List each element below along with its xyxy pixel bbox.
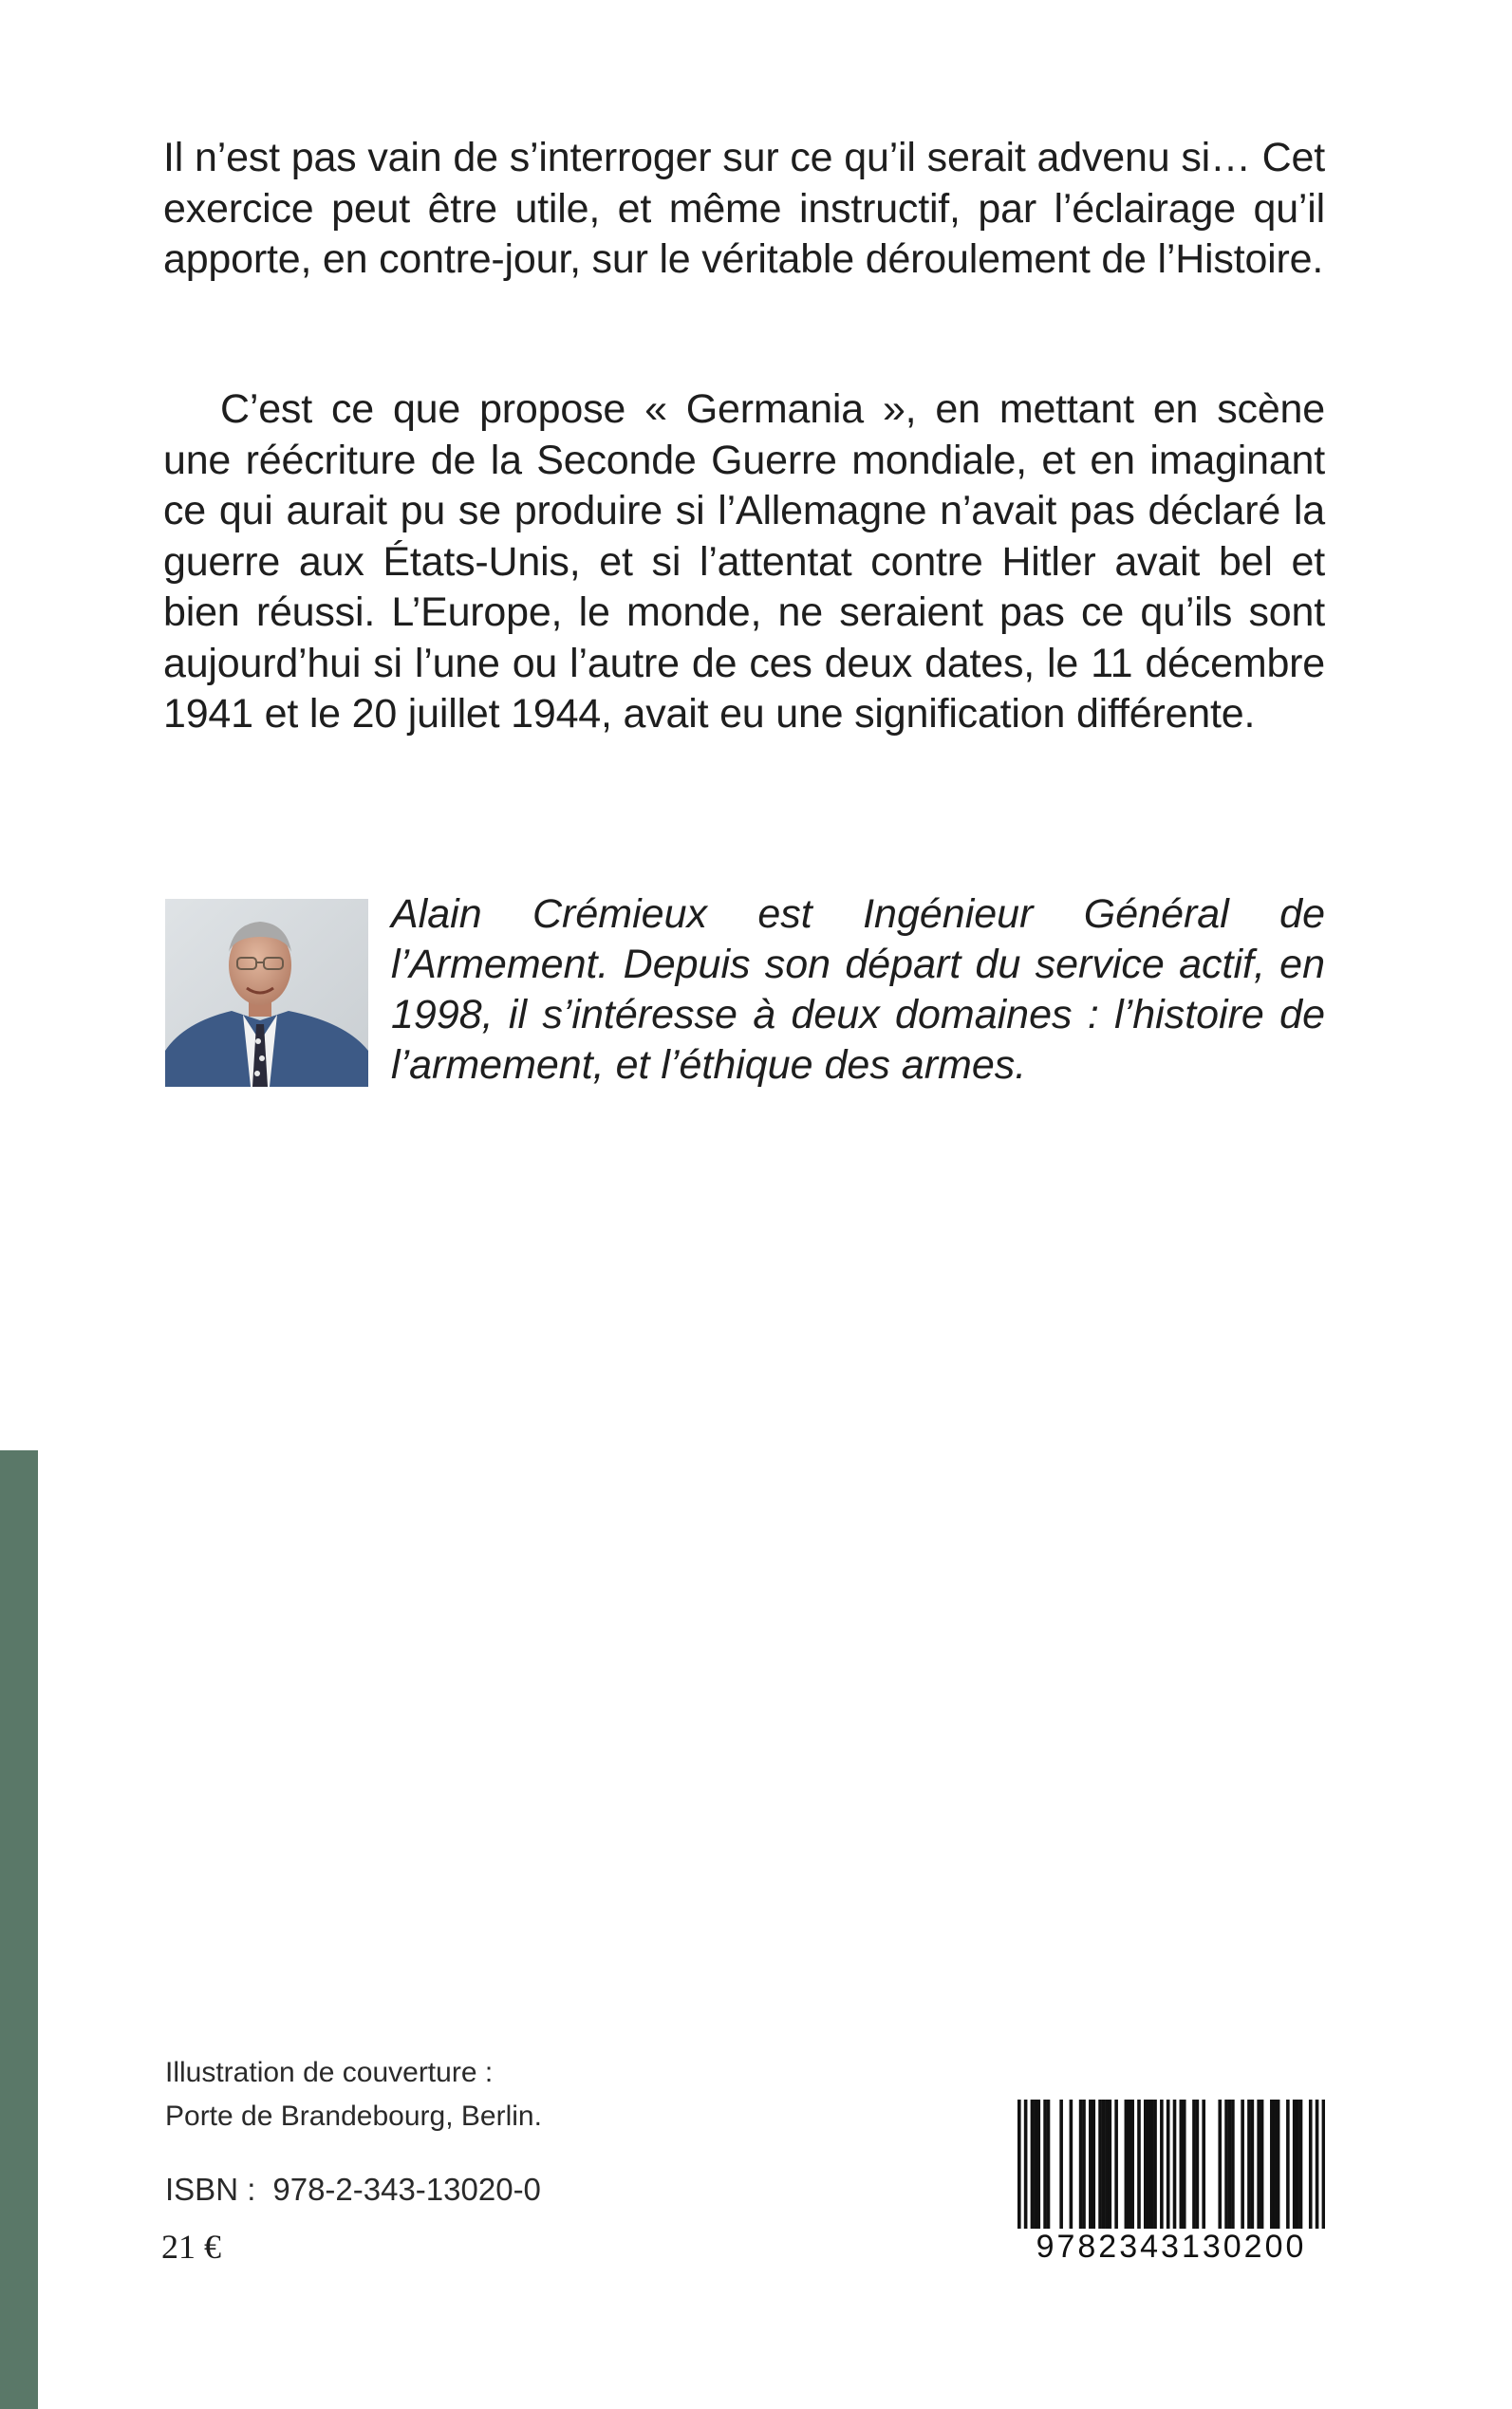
- author-bio-text: est Ingénieur Général de l’Armement. Depuis son départ du service actif, en 1998, il s’intéresse à deux domaines : l’histoire de l’armement, et l’éthique des armes.: [391, 891, 1325, 1088]
- cover-side-band: [0, 1450, 38, 2409]
- barcode-bar: [1277, 2100, 1280, 2229]
- price: 21 €: [161, 2228, 221, 2266]
- barcode-bar: [1180, 2100, 1184, 2229]
- barcode-bar: [1322, 2100, 1325, 2229]
- author-portrait-illustration: [165, 899, 368, 1087]
- barcode-bar: [1070, 2100, 1073, 2229]
- barcode-bar: [1082, 2100, 1086, 2229]
- barcode-bar: [1160, 2100, 1164, 2229]
- cover-illustration-credit: [165, 2051, 542, 2138]
- barcode-bar: [1137, 2100, 1141, 2229]
- barcode: [1017, 2100, 1325, 2276]
- blurb-paragraph-2: C’est ce que propose « Germania », en mettant en scène une réécriture de la Seconde Guerre mondiale, et en imaginant ce qui aurait pu se produire si l’Allemagne n’avait pas déclaré la guerre aux États-Unis, et si l’attentat contre Hitler avait bel et bien réussi. L’Europe, le monde, ne seraient pas ce qu’ils sont aujourd’hui si l’une ou l’autre de ces deux dates, le 11 décembre 1941 et le 20 juillet 1944, avait eu une signification différente.: [163, 386, 1325, 737]
- barcode-digits: 9782343130200: [1036, 2229, 1307, 2265]
- barcode-bar: [1224, 2100, 1228, 2229]
- barcode-bar: [1273, 2100, 1277, 2229]
- barcode-bar: [1031, 2100, 1035, 2229]
- barcode-bar: [1034, 2100, 1037, 2229]
- barcode-bar: [1102, 2100, 1106, 2229]
- barcode-bar: [1228, 2100, 1232, 2229]
- barcode-bar: [1309, 2100, 1313, 2229]
- credit-line-2: Porte de Brandebourg, Berlin.: [165, 2101, 542, 2132]
- barcode-bar: [1167, 2100, 1170, 2229]
- barcode-bar: [1079, 2100, 1083, 2229]
- barcode-bar: [1043, 2100, 1047, 2229]
- barcode-bar: [1144, 2100, 1148, 2229]
- credit-line-1: Illustration de couverture :: [165, 2057, 494, 2088]
- isbn-value: 978-2-343-13020-0: [272, 2172, 541, 2207]
- barcode-bar: [1150, 2100, 1154, 2229]
- barcode-bar: [1108, 2100, 1111, 2229]
- barcode-bar: [1231, 2100, 1235, 2229]
- barcode-bar: [1036, 2100, 1040, 2229]
- barcode-bar: [1202, 2100, 1205, 2229]
- barcode-bar: [1247, 2100, 1251, 2229]
- barcode-bar: [1293, 2100, 1297, 2229]
- barcode-bar: [1059, 2100, 1063, 2229]
- barcode-bar: [1270, 2100, 1274, 2229]
- isbn-line: [165, 2172, 541, 2208]
- barcode-bar: [1125, 2100, 1129, 2229]
- barcode-bar: [1105, 2100, 1109, 2229]
- barcode-bar: [1241, 2100, 1244, 2229]
- barcode-bar: [1286, 2100, 1290, 2229]
- barcode-bar: [1089, 2100, 1092, 2229]
- barcode-bar: [1092, 2100, 1095, 2229]
- barcode-bar: [1260, 2100, 1264, 2229]
- barcode-bar: [1257, 2100, 1260, 2229]
- barcode-bar: [1173, 2100, 1177, 2229]
- barcode-bar: [1192, 2100, 1196, 2229]
- blurb-paragraph-1: Il n’est pas vain de s’interroger sur ce qu’il serait advenu si… Cet exercice peut être utile, et même instructif, par l’éclairage qu’il apporte, en contre-jour, sur le véritable déroulement de l’Histoire.: [163, 135, 1325, 282]
- isbn-label: ISBN :: [165, 2172, 256, 2207]
- barcode-bar: [1114, 2100, 1118, 2229]
- barcode-bar: [1147, 2100, 1150, 2229]
- author-name: Alain Crémieux: [391, 891, 707, 937]
- barcode-bar: [1098, 2100, 1102, 2229]
- barcode-bar: [1153, 2100, 1157, 2229]
- barcode-bar: [1316, 2100, 1319, 2229]
- barcode-bar: [1130, 2100, 1134, 2229]
- barcode-bar: [1196, 2100, 1200, 2229]
- barcode-bar: [1299, 2100, 1303, 2229]
- author-photo: [165, 899, 368, 1087]
- barcode-bar: [1024, 2100, 1028, 2229]
- barcode-bar: [1128, 2100, 1131, 2229]
- barcode-bar: [1017, 2100, 1021, 2229]
- barcode-bar: [1251, 2100, 1255, 2229]
- barcode-bar: [1183, 2100, 1186, 2229]
- barcode-bar: [1296, 2100, 1299, 2229]
- barcode-bar: [1047, 2100, 1051, 2229]
- barcode-bars: [1017, 2100, 1325, 2229]
- barcode-bar: [1218, 2100, 1222, 2229]
- author-bio: [391, 889, 1325, 1091]
